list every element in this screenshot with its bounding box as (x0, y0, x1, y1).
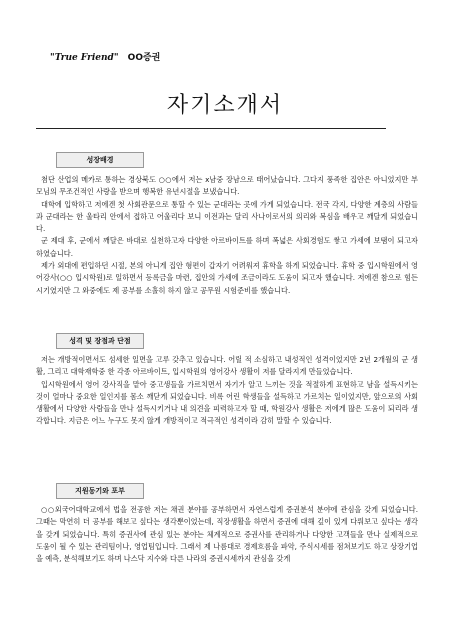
section-heading-personality: 성격 및 장점과 단점 (56, 333, 144, 349)
document-title: 자기소개서 (166, 93, 284, 118)
paragraph: 저는 개방적이면서도 섬세한 일면을 고루 갖추고 있습니다. 어릴 적 소심하고 내성적인 성격이었지만 2년 2개월의 군 생활, 그리고 대학재학중 한 각종 아르바이트, 입시학원의 영어강사 생활이 저를 달라지게 만들었습니다. (36, 355, 418, 377)
title-divider (36, 128, 386, 129)
section-body-growth (36, 174, 418, 297)
section-body-personality (36, 354, 418, 428)
tagline: "True Friend" (50, 53, 119, 63)
paragraph: ○○외국어대학교에서 법을 전공한 저는 채권 분야를 공부하면서 자연스럽게 증권분석 분야에 관심을 갖게 되었습니다. 그때는 막연히 더 공부를 해보고 싶다는 생각뿐이었는데, 직장생활을 하면서 증권에 대해 깊이 있게 다뤄보고 싶다는 생각을 갖게 되었습니다. 특히 증권사에 관심 있는 분야는 체계적으로 증권사를 관리하거나 다양한 고객들을 만나 실제적으로 도움이 될 수 있는 관리팀이나, 영업팀입니다. 그래서 제 나름대로 경제흐름을 파악, 주식시세를 점쳐보기도 하고 상장기업을 예측, 분석해보기도 하며 나스닥 지수와 다른 나라의 증권시세까지 관심을 갖게 (36, 505, 418, 564)
section-heading-growth: 성장배경 (56, 152, 144, 168)
paragraph: 제가 외대에 편입하던 시절, 본의 아니게 집안 형편이 갑자기 어려워져 휴학을 하게 되었습니다. 휴학 중 입시학원에서 영어강사(○○ 입시학원)로 일하면서 등록금을 마련, 집안의 가세에 조금이라도 도움이 되고자 했습니다. 저에겐 참으로 힘든 시기였지만 그 와중에도 제 공부를 소홀히 하지 않고 공무원 시험준비를 했습니다. (36, 261, 418, 295)
document-header (50, 50, 160, 63)
paragraph: 대학에 입학하고 저에겐 첫 사회관문으로 통할 수 있는 군대라는 곳에 가게 되었습니다. 전국 각지, 다양한 계층의 사람들과 군대라는 한 울타리 안에서 접하고 어울리다 보니 이전과는 달리 사나이로서의 의리와 복심을 배우고 깨달게 되었습니다. (36, 199, 418, 234)
paragraph: 군 제대 후, 군에서 깨달은 바대로 실천하고자 다양한 아르바이트를 하며 폭넓은 사회경험도 쌓고 가세에 보탬이 되고자 하였습니다. (36, 236, 418, 258)
section-body-motivation (36, 504, 418, 565)
paragraph: 첨단 산업의 메카로 통하는 경상북도 ○○에서 저는 x남중 장남으로 태어났습니다. 그다지 풍족한 집안은 아니었지만 부모님의 무조건적인 사랑을 받으며 행복한 유년시절을 보냈습니다. (36, 175, 418, 197)
paragraph: 입시학원에서 영어 강사직을 맡아 중고생들을 가르치면서 자기가 알고 느끼는 것을 적절하게 표현하고 남을 설득시키는 것이 얼마나 중요한 일인지를 몸소 깨닫게 되었습니다. 비록 어린 학생들을 설득하고 가르치는 일이었지만, 앞으로의 사회생활에서 다양한 사람들을 만나 설득시키거나 내 의견을 피력하고자 할 때, 학원강사 생활은 저에게 많은 도움이 되리라 생각합니다. 지금은 어느 누구도 못지 않게 개방적이고 적극적인 성격이라 감히 말할 수 있습니다. (36, 379, 418, 426)
section-heading-motivation: 지원동기와 포부 (56, 483, 144, 499)
company-name: OO증권 (127, 53, 161, 63)
